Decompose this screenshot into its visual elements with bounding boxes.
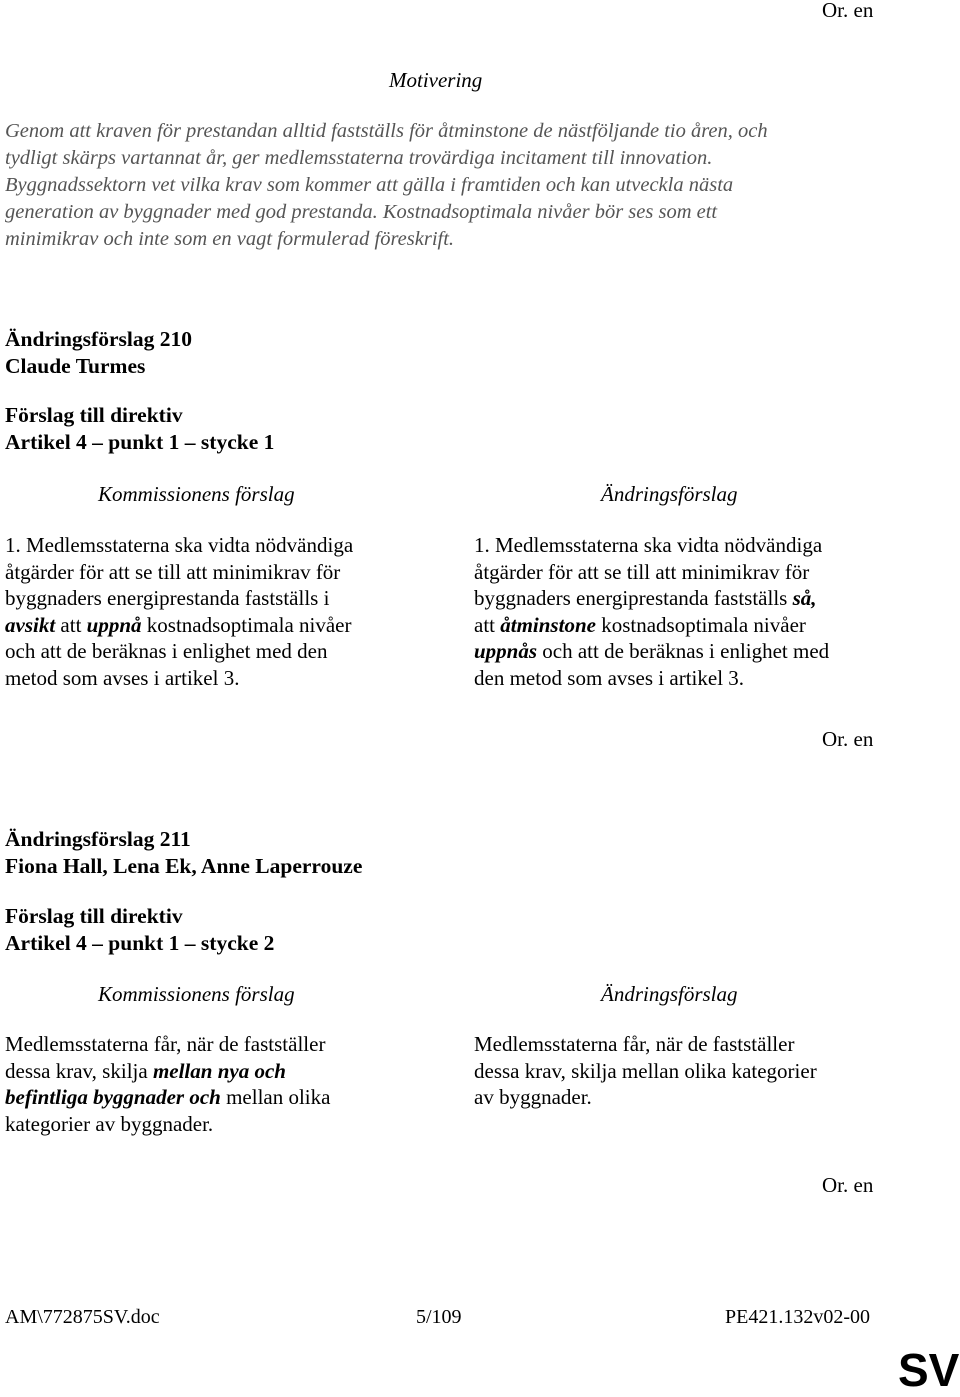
commission-text-211 <box>5 1031 330 1137</box>
commission-column-header: Kommissionens förslag <box>98 482 295 506</box>
original-language-211: Or. en <box>822 1173 874 1197</box>
inserted-text: uppnås <box>474 639 538 664</box>
text-line: och att de beräknas i enlighet med den <box>5 639 328 664</box>
article-reference: Artikel 4 – punkt 1 – stycke 1 <box>5 429 275 454</box>
deleted-text: befintliga byggnader och <box>5 1085 221 1110</box>
text-span: kostnadsoptimala nivåer <box>141 612 352 637</box>
text-span: att <box>474 612 501 637</box>
text-span: byggnaders energiprestanda fastställs <box>474 586 793 611</box>
motivering-line: Byggnadssektorn vet vilka krav som kommer att gälla i framtiden och kan utveckla nästa <box>5 174 734 196</box>
proposal-type: Förslag till direktiv <box>5 904 183 928</box>
amendment-211-reference <box>5 903 274 956</box>
text-line <box>5 612 353 639</box>
text-line <box>5 1058 330 1085</box>
text-line <box>5 1084 330 1111</box>
language-code: SV <box>898 1344 960 1396</box>
original-language-top: Or. en <box>822 0 874 22</box>
original-language-210: Or. en <box>822 727 874 751</box>
inserted-text: åtminstone <box>500 612 596 637</box>
text-line <box>474 638 829 665</box>
footer-document-name: AM\772875SV.doc <box>5 1306 160 1328</box>
text-span: och att de beräknas i enlighet med <box>537 639 830 664</box>
text-line: Medlemsstaterna får, när de fastställer <box>474 1032 795 1056</box>
text-span: mellan olika <box>220 1085 331 1110</box>
article-reference: Artikel 4 – punkt 1 – stycke 2 <box>5 930 275 955</box>
motivering-line: generation av byggnader med god prestanda. Kostnadsoptimala nivåer bör ses som ett <box>5 201 718 223</box>
footer-page-number: 5/109 <box>416 1306 462 1328</box>
text-span: att <box>55 612 87 637</box>
text-line: dessa krav, skilja mellan olika kategorier <box>474 1058 817 1083</box>
text-line: 1. Medlemsstaterna ska vidta nödvändiga <box>5 533 354 557</box>
amendment-column-header: Ändringsförslag <box>601 482 738 506</box>
amendment-number: Ändringsförslag 210 <box>5 327 192 351</box>
text-line <box>474 585 829 612</box>
amendment-authors: Fiona Hall, Lena Ek, Anne Laperrouze <box>5 853 363 878</box>
footer-reference: PE421.132v02-00 <box>725 1306 870 1328</box>
deleted-text: avsikt <box>5 612 56 637</box>
motivering-text <box>5 118 905 253</box>
text-line <box>474 612 829 639</box>
text-line: åtgärder för att se till att minimikrav för <box>5 559 341 584</box>
commission-column-header: Kommissionens förslag <box>98 982 295 1006</box>
deleted-text: mellan nya och <box>152 1058 286 1083</box>
text-line: Medlemsstaterna får, när de fastställer <box>5 1032 326 1056</box>
text-line: av byggnader. <box>474 1085 592 1110</box>
proposal-type: Förslag till direktiv <box>5 403 183 427</box>
amendment-210-block <box>5 326 192 379</box>
commission-text-210 <box>5 532 353 692</box>
deleted-text: uppnå <box>86 612 142 637</box>
amendment-authors: Claude Turmes <box>5 353 146 378</box>
amended-text-211 <box>474 1031 817 1111</box>
amendment-211-block <box>5 826 362 879</box>
motivering-line: minimikrav och inte som en vagt formulerad föreskrift. <box>5 228 455 250</box>
text-span: dessa krav, skilja <box>5 1058 153 1083</box>
motivering-line: tydligt skärps vartannat år, ger medlemsstaterna trovärdiga incitament till innovation. <box>5 147 713 169</box>
amended-text-210 <box>474 532 829 692</box>
text-line: byggnaders energiprestanda fastställs i <box>5 586 330 611</box>
amendment-column-header: Ändringsförslag <box>601 982 738 1006</box>
text-line: åtgärder för att se till att minimikrav för <box>474 559 810 584</box>
amendment-number: Ändringsförslag 211 <box>5 827 191 851</box>
motivering-line: Genom att kraven för prestandan alltid fastställs för åtminstone de nästföljande tio åren, och <box>5 120 768 142</box>
text-line: den metod som avses i artikel 3. <box>474 665 745 690</box>
motivering-heading: Motivering <box>389 68 483 92</box>
text-line: metod som avses i artikel 3. <box>5 665 240 690</box>
inserted-text: så, <box>792 586 817 611</box>
text-line: kategorier av byggnader. <box>5 1111 214 1136</box>
amendment-210-reference <box>5 402 274 455</box>
text-line: 1. Medlemsstaterna ska vidta nödvändiga <box>474 533 823 557</box>
text-span: kostnadsoptimala nivåer <box>595 612 806 637</box>
